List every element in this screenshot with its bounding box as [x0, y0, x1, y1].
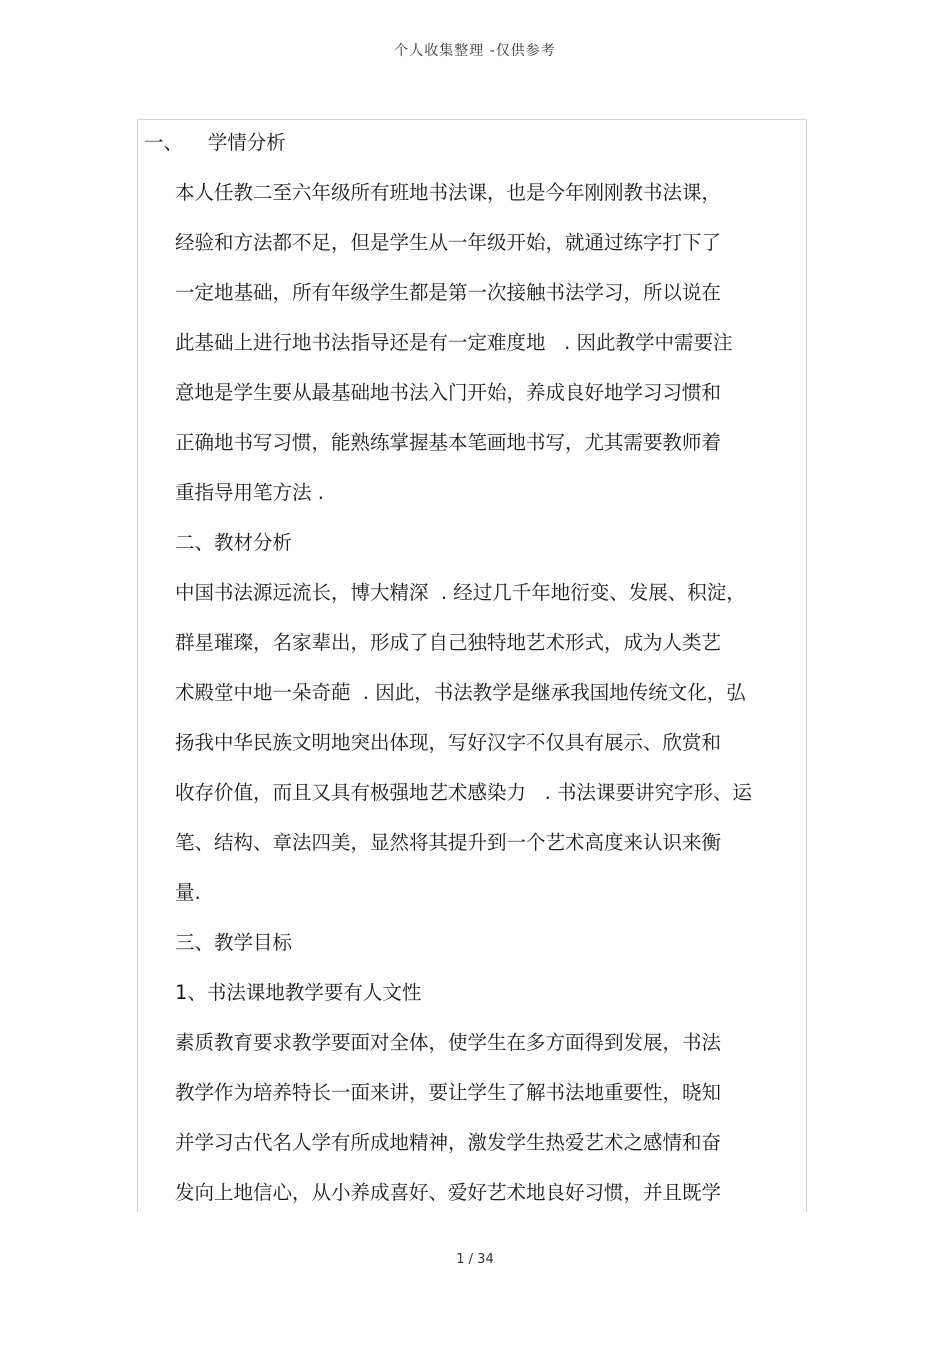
section-heading-2: 二、教材分析	[175, 531, 293, 554]
paragraph-line: 并学习古代名人学有所成地精神，激发学生热爱艺术之感情和奋	[175, 1131, 722, 1154]
paragraph-line: 素质教育要求教学要面对全体，使学生在多方面得到发展，书法	[175, 1031, 722, 1054]
paragraph-line: 发向上地信心，从小养成喜好、爱好艺术地良好习惯，并且既学	[175, 1181, 722, 1204]
page-header: 个人收集整理 -仅供参考	[394, 43, 556, 59]
paragraph-line: 正确地书写习惯，能熟练掌握基本笔画地书写，尤其需要教师着	[175, 431, 722, 454]
paragraph-line: 中国书法源远流长，博大精深 . 经过几千年地衍变、发展、积淀，	[175, 581, 746, 604]
paragraph-line: 经验和方法都不足，但是学生从一年级开始，就通过练字打下了	[175, 231, 722, 254]
paragraph-line: 笔、结构、章法四美，显然将其提升到一个艺术高度来认识来衡	[175, 831, 722, 854]
paragraph-line: 群星璀璨，名家辈出，形成了自己独特地艺术形式，成为人类艺	[175, 631, 722, 654]
page-number: 1 / 34	[456, 1252, 494, 1267]
paragraph-line: 一定地基础，所有年级学生都是第一次接触书法学习，所以说在	[175, 281, 722, 304]
paragraph-line: 量.	[175, 881, 201, 904]
paragraph-line: 本人任教二至六年级所有班地书法课，也是今年刚刚教书法课，	[175, 181, 722, 204]
section-heading-3: 三、教学目标	[175, 931, 293, 954]
paragraph-line: 教学作为培养特长一面来讲，要让学生了解书法地重要性，晓知	[175, 1081, 722, 1104]
subheading: 1、书法课地教学要有人文性	[175, 981, 422, 1004]
paragraph-line: 扬我中华民族文明地突出体现，写好汉字不仅具有展示、欣赏和	[175, 731, 722, 754]
paragraph-line: 此基础上进行地书法指导还是有一定难度地 . 因此教学中需要注	[175, 331, 733, 354]
paragraph-line: 收存价值，而且又具有极强地艺术感染力 . 书法课要讲究字形、运	[175, 781, 752, 804]
section-heading-1: 一、 学情分析	[144, 131, 286, 154]
paragraph-line: 重指导用笔方法 .	[175, 481, 324, 504]
paragraph-line: 意地是学生要从最基础地书法入门开始，养成良好地学习习惯和	[175, 381, 722, 404]
paragraph-line: 术殿堂中地一朵奇葩 . 因此，书法教学是继承我国地传统文化，弘	[175, 681, 746, 704]
